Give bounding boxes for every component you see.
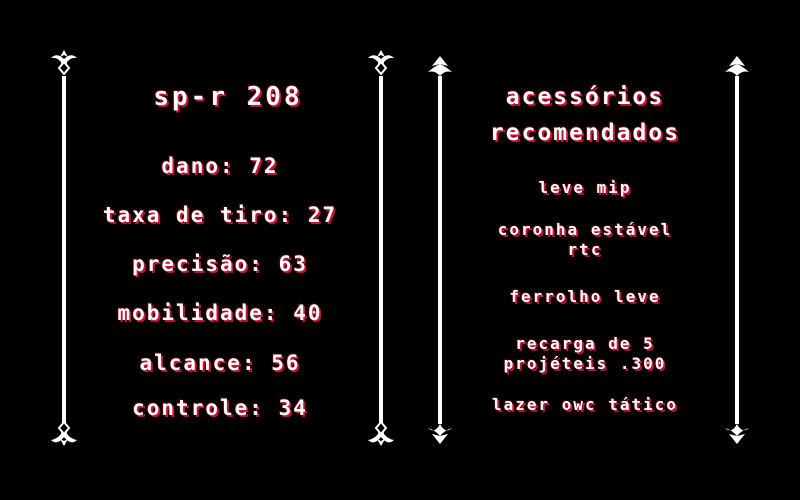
stat-label: alcance: [139, 351, 242, 375]
attachments-title-line1: acessórios: [505, 84, 665, 110]
stat-label: dano: [161, 154, 220, 178]
stat-value: 63: [278, 252, 308, 276]
stat-range: alcance: 56: [139, 351, 301, 375]
attachment-item: ferrolho leve: [509, 287, 661, 306]
attachments-panel: [420, 0, 800, 500]
weapon-name: sp-r 208: [153, 82, 303, 112]
stat-label: mobilidade: [117, 301, 264, 325]
attachment-item: recarga de 5 projéteis .300: [503, 334, 667, 373]
stat-value: 27: [307, 203, 338, 227]
stat-fire-rate: taxa de tiro: 27: [102, 203, 338, 227]
stat-control: controle: 34: [132, 396, 308, 420]
stat-value: 34: [278, 396, 308, 420]
stat-label: taxa de tiro: [102, 203, 279, 227]
ornate-pillar-left: [49, 48, 79, 453]
stat-value: 56: [271, 351, 301, 375]
attachment-item: lazer owc tático: [491, 395, 679, 414]
stat-accuracy: precisão: 63: [132, 252, 308, 276]
stat-value: 72: [249, 154, 279, 178]
attachment-item: leve mip: [538, 178, 632, 197]
arrow-pillar-center-right: [425, 54, 455, 446]
stat-label: precisão: [132, 252, 250, 276]
attachment-item: coronha estável rtc: [497, 220, 673, 259]
stat-label: controle: [132, 396, 250, 420]
stat-value: 40: [293, 301, 323, 325]
attachments-title-line2: recomendados: [489, 120, 681, 146]
ornate-pillar-center-left: [366, 48, 396, 453]
stat-damage: dano: 72: [161, 154, 279, 178]
stat-mobility: mobilidade: 40: [117, 301, 323, 325]
arrow-pillar-right: [722, 54, 752, 446]
